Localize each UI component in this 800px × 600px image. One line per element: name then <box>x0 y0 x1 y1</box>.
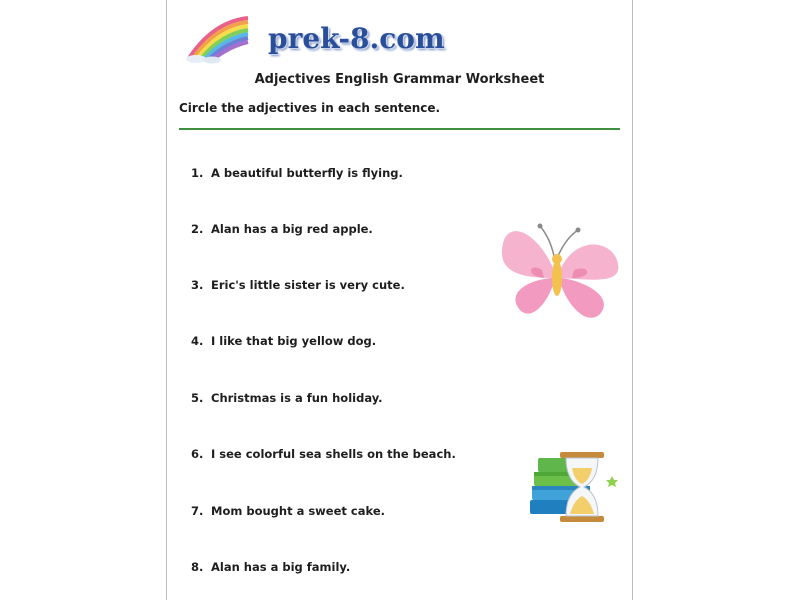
sentence-text: Christmas is a fun holiday. <box>211 391 383 405</box>
sentence-text: I see colorful sea shells on the beach. <box>211 447 456 461</box>
worksheet-instruction: Circle the adjectives in each sentence. <box>179 101 441 115</box>
sentence-number: 1. <box>191 166 204 180</box>
sentence-number: 7. <box>191 504 204 518</box>
sentence-text: A beautiful butterfly is flying. <box>211 166 403 180</box>
sentence-item <box>191 447 456 461</box>
rainbow-icon <box>182 14 252 64</box>
sentence-item <box>191 391 383 405</box>
hourglass-books-icon <box>528 444 624 524</box>
sentence-item <box>191 166 403 180</box>
sentence-number: 8. <box>191 560 204 574</box>
worksheet-title: Adjectives English Grammar Worksheet <box>254 72 545 87</box>
sentence-number: 2. <box>191 222 204 236</box>
sentence-item <box>191 222 373 236</box>
sentence-text: Alan has a big family. <box>211 560 351 574</box>
sentence-number: 5. <box>191 391 204 405</box>
sentence-number: 4. <box>191 334 204 348</box>
sentence-text: Mom bought a sweet cake. <box>211 504 385 518</box>
sentence-number: 6. <box>191 447 204 461</box>
sentence-item <box>191 278 405 292</box>
sentence-text: Eric's little sister is very cute. <box>211 278 405 292</box>
sentence-item <box>191 504 385 518</box>
sentence-item <box>191 560 350 574</box>
brand-logo-text: prek-8.com <box>268 22 445 55</box>
divider-line <box>179 128 620 130</box>
butterfly-icon <box>496 218 624 326</box>
sentence-item <box>191 334 376 348</box>
sentence-text: I like that big yellow dog. <box>211 334 377 348</box>
sentence-number: 3. <box>191 278 204 292</box>
sentence-text: Alan has a big red apple. <box>211 222 373 236</box>
